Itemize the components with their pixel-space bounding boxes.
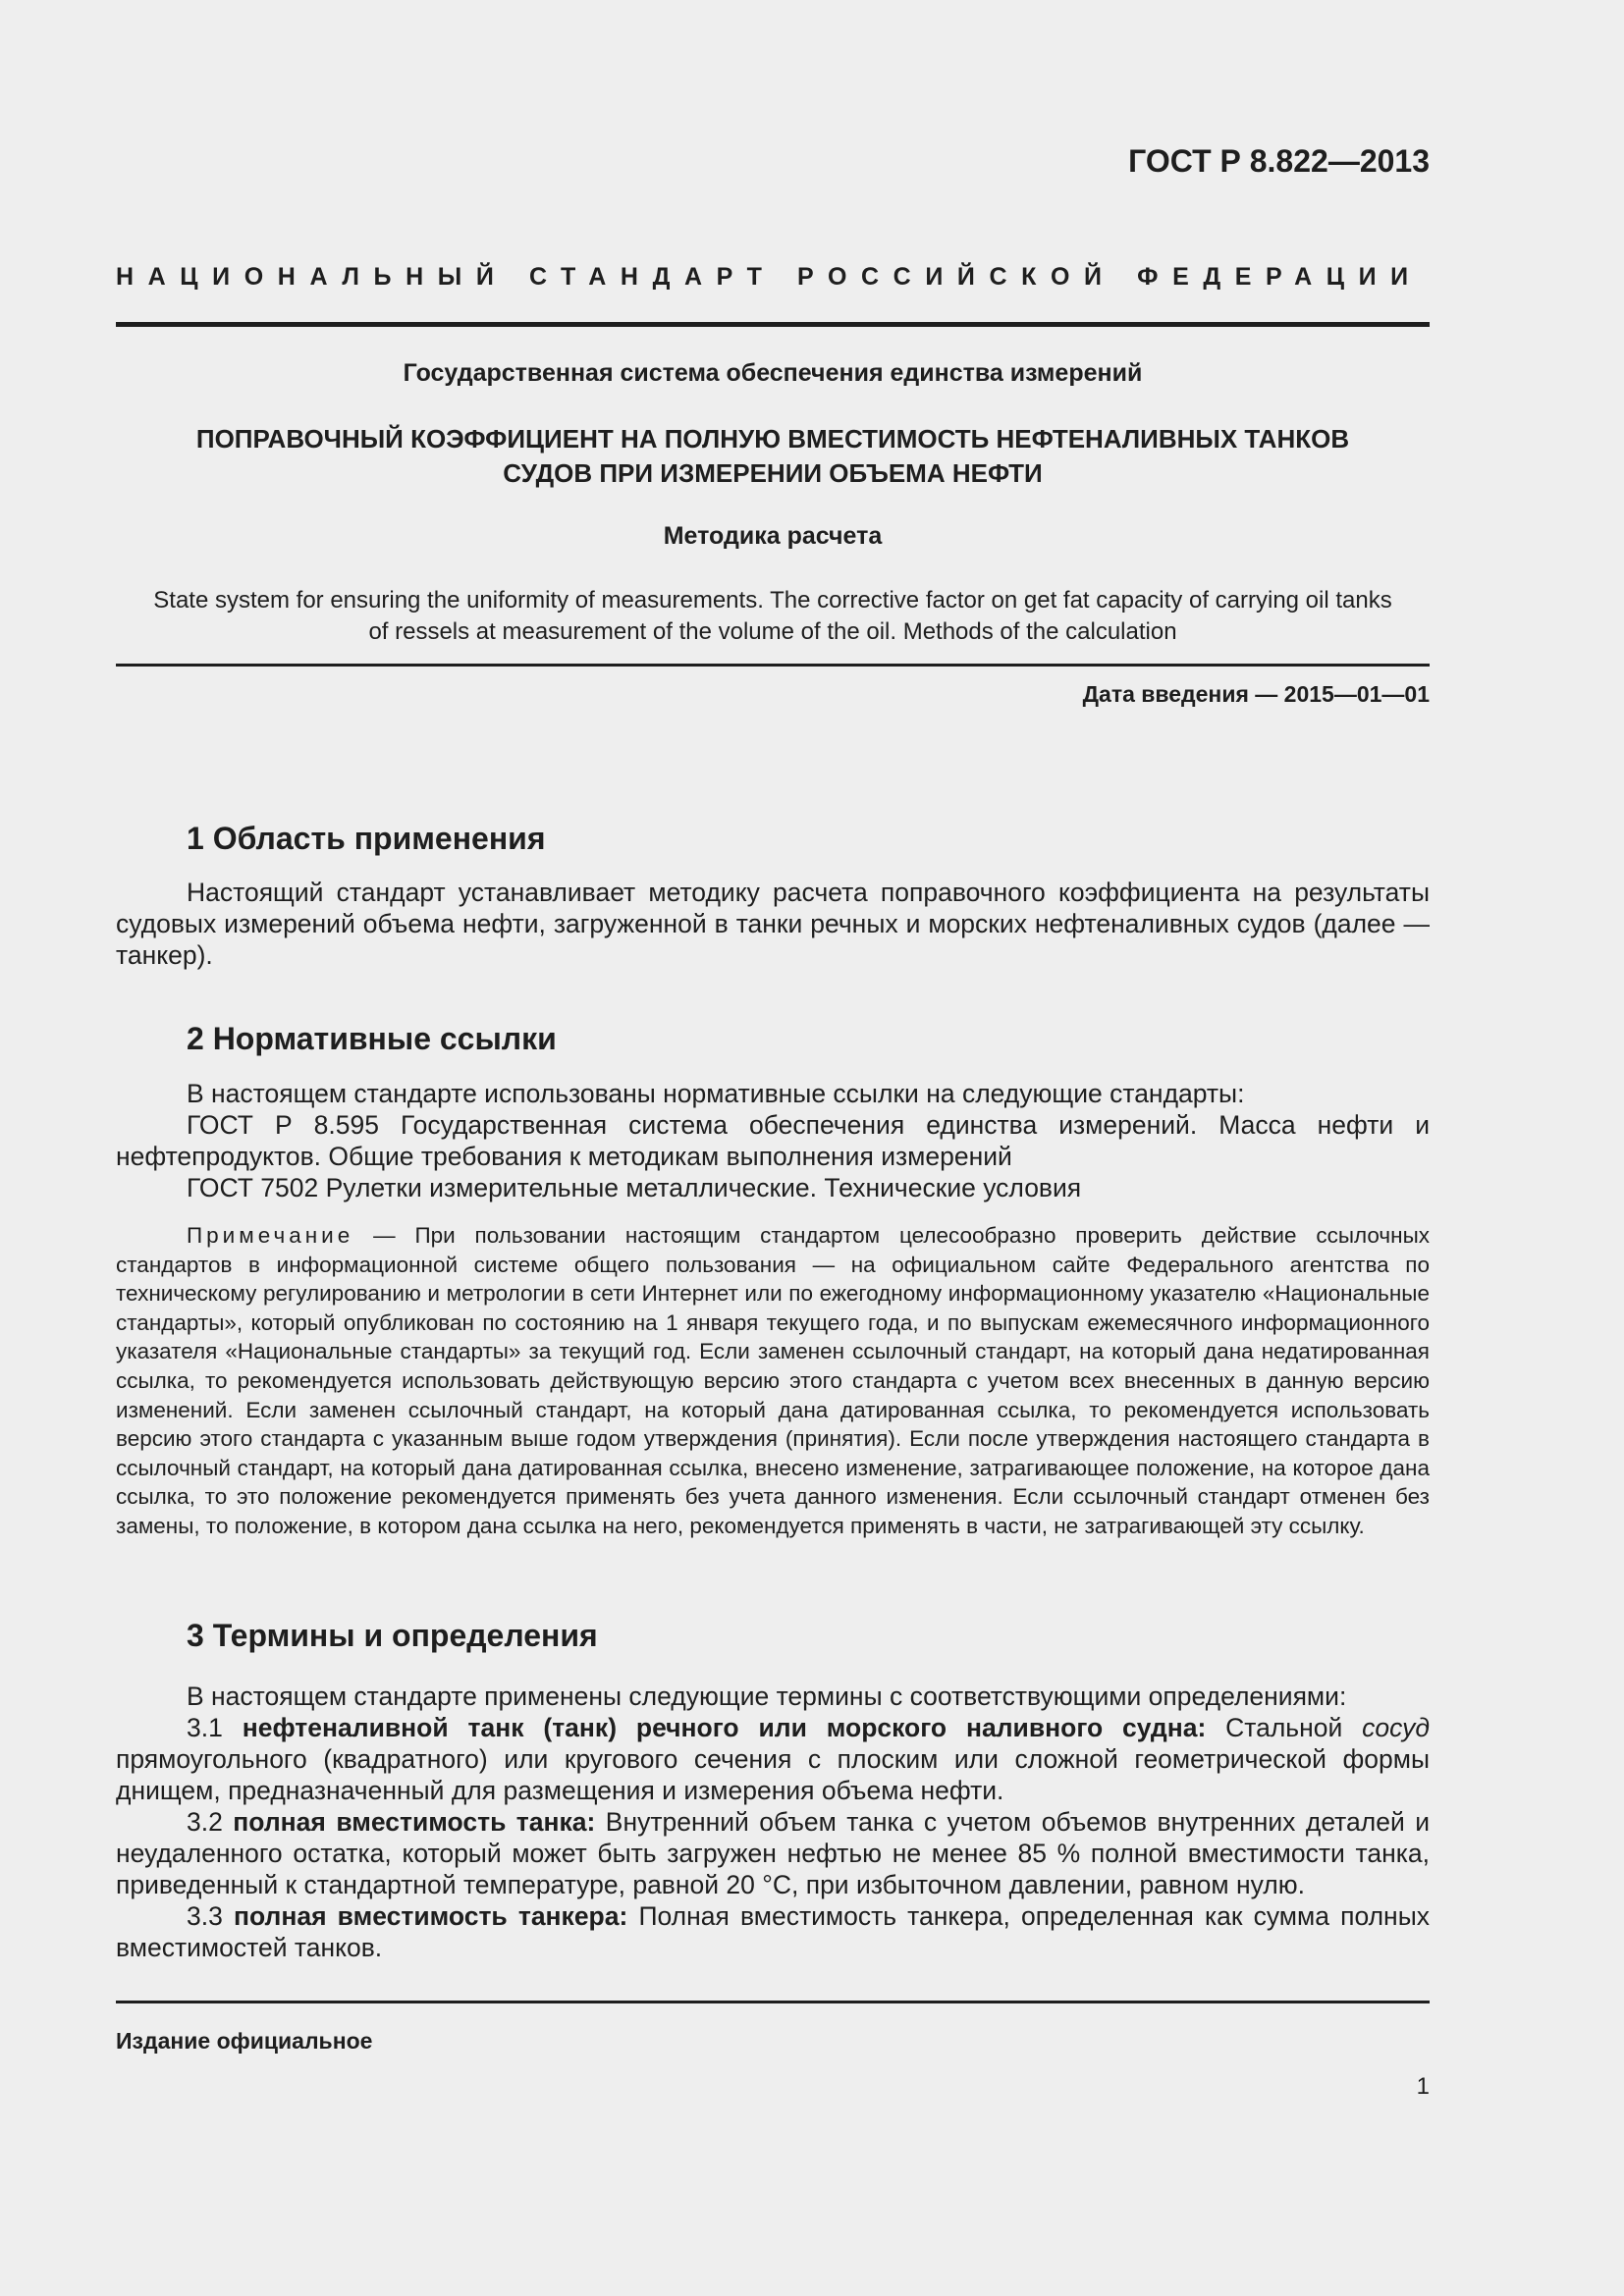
document-subtitle: Методика расчета — [663, 522, 883, 550]
section2-note — [116, 1221, 1430, 1541]
term-3-3: 3.3 полная вместимость танкера: Полная вместимость танкера, определенная как сумма полных вместимостей танков. — [116, 1901, 1430, 1962]
note-label: Примечание — [187, 1223, 354, 1248]
section3-intro: В настоящем стандарте применены следующие термины с соответствующими определениями: — [187, 1682, 1347, 1711]
english-title-line2: of ressels at measurement of the volume of the oil. Methods of the calculation — [368, 618, 1177, 645]
note-text: — При пользовании настоящим стандартом целесообразно проверить действие ссылочных стандартов в информационной системе общего пользования — на официальном сайте Федерального агентства по техническому регулированию и метрологии в сети Интернет или по ежегодному информационному указателю «Национальные стандарты», который опубликован по состоянию на 1 января текущего года, и по выпускам ежемесячного информационного указателя «Национальные стандарты» за текущий год. Если заменен ссылочный стандарт, на который дана недатированная ссылка, то рекомендуется использовать действующую версию этого стандарта с учетом всех внесенных в данную версию изменений. Если заменен ссылочный стандарт, на который дана датированная ссылка, то рекомендуется использовать версию этого стандарта с указанным выше годом утверждения (принятия). Если после утверждения настоящего стандарта в ссылочный стандарт, на который дана датированная ссылка, внесено изменение, затрагивающее положение, на которое дана ссылка, то это положение рекомендуется применять без учета данного изменения. Если ссылочный стандарт отменен без замены, то положение, в котором дана ссылка на него, рекомендуется применять в части, не затрагивающей эту ссылку. — [116, 1223, 1430, 1538]
term-3-1-name: нефтеналивной танк (танк) речного или морского наливного судна: — [242, 1713, 1207, 1742]
standard-code: ГОСТ Р 8.822—2013 — [1128, 143, 1430, 179]
national-standard-banner: НАЦИОНАЛЬНЫЙ СТАНДАРТ РОССИЙСКОЙ ФЕДЕРАЦИИ — [116, 263, 1423, 291]
introduction-date: Дата введения — 2015—01—01 — [1082, 681, 1430, 707]
section2-heading: 2 Нормативные ссылки — [187, 1021, 557, 1056]
top-divider — [116, 322, 1430, 327]
reference-gost-8595: ГОСТ Р 8.595 Государственная система обеспечения единства измерений. Масса нефти и нефтепродуктов. Общие требования к методикам выполнения измерений — [116, 1110, 1430, 1171]
term-3-1: 3.1 нефтеналивной танк (танк) речного или морского наливного судна: Стальной сосуд прямоугольного (квадратного) или кругового сечения с плоским или сложной геометрической формы днищем, предназначенный для размещения и измерения объема нефти. — [116, 1713, 1431, 1805]
section3-body — [116, 1681, 1430, 1963]
section3-heading: 3 Термины и определения — [187, 1618, 598, 1653]
reference-gost-7502: ГОСТ 7502 Рулетки измерительные металлические. Технические условия — [187, 1173, 1082, 1202]
footer-divider — [116, 2001, 1430, 2003]
english-title-line1: State system for ensuring the uniformity of measurements. The corrective factor on get fat capacity of carrying oil tanks — [153, 587, 1392, 614]
term-3-2: 3.2 полная вместимость танка: Внутренний объем танка с учетом объемов внутренних деталей и неудаленного остатка, который может быть загружен нефтью не менее 85 % полной вместимости танка, приведенный к стандартной температуре, равной 20 °С, при избыточном давлении, равном нулю. — [116, 1807, 1431, 1899]
page-number: 1 — [1416, 2073, 1430, 2100]
title-divider — [116, 664, 1430, 667]
section2-intro: В настоящем стандарте использованы нормативные ссылки на следующие стандарты: — [187, 1079, 1245, 1108]
section1-text: Настоящий стандарт устанавливает методику расчета поправочного коэффициента на результаты судовых измерений объема нефти, загруженной в танки речных и морских нефтеналивных судов (далее — танкер). — [116, 878, 1430, 970]
section1-heading: 1 Область применения — [187, 821, 546, 856]
term-3-2-name: полная вместимость танка: — [233, 1807, 596, 1837]
official-edition-label: Издание официальное — [116, 2028, 373, 2054]
document-title-line2: СУДОВ ПРИ ИЗМЕРЕНИИ ОБЪЕМА НЕФТИ — [503, 458, 1043, 488]
term-3-3-name: полная вместимость танкера: — [233, 1901, 628, 1931]
document-title — [116, 422, 1430, 491]
section1-body — [116, 877, 1430, 971]
english-title — [116, 585, 1430, 648]
document-title-line1: ПОПРАВОЧНЫЙ КОЭФФИЦИЕНТ НА ПОЛНУЮ ВМЕСТИМОСТЬ НЕФТЕНАЛИВНЫХ ТАНКОВ — [195, 424, 1350, 454]
section2-body — [116, 1078, 1430, 1203]
system-title: Государственная система обеспечения единства измерений — [403, 359, 1143, 387]
